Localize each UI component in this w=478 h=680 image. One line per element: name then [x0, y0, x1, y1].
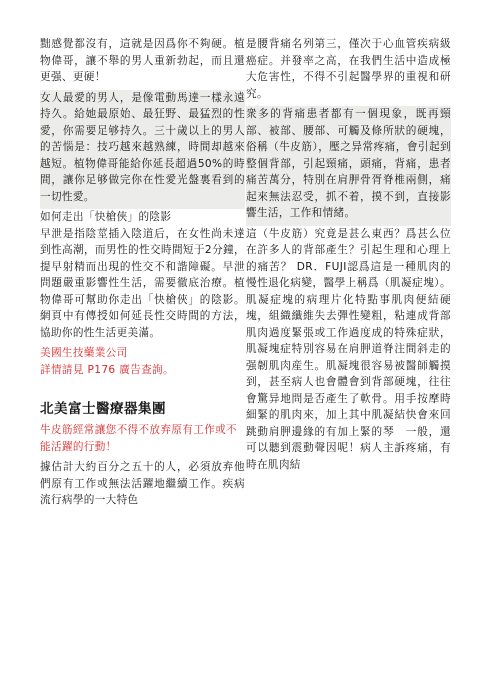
- paragraph-endurance: 女人最愛的男人，是像電動馬達一樣永遠持久。給她最原始、最狂野、最猛烈的性愛，你需要足够持久。三十歲以上的男人的苦惱是：技巧越來越熟練，時間却越來越短。植物偉哥能給你延長超過50%的時間，讓你足够做完你在性愛光盤裏看到的一切性愛。: [40, 90, 245, 210]
- right-column: [246, 36, 451, 477]
- paragraph-back-pain-rank: 是腰背痛名列第三，僅次于心血管疾病級癌症。并發率之高，在我們生活中造成極大危害性，不得不引起醫學界的重視和研究。: [246, 38, 451, 100]
- left-column: [40, 36, 245, 513]
- paragraph-myogelosis: 這（牛皮筋）究竟是甚么東西？爲甚么位在許多人的背部產生？引起生理和心理上的痛苦？ DR．FUJI認爲這是一種肌肉的慢性退化病變，醫學上稱爲（肌凝症塊）。肌凝症塊的病理片化特點事肌肉便結硬塊，組織纖維失去彈性變粗，粘連成背部肌肉過度緊張或工作過度成的特殊症狀，肌凝塊症特別容易在肩胛道脊注間斜走的强韌肌肉産生。肌凝塊很容易被醫師觸摸到，甚至病人也會體會到背部硬塊，往往會驚异地問是否產生了軟骨。用手按摩時細緊的肌肉來，加上其中肌凝結快會來回跳動肩胛邊緣的有加上緊的琴 一般，還可以聽到震動聲因呢！病人主訴疼痛，有時在肌肉結: [246, 227, 451, 471]
- paragraph-symptoms: 衆多的背痛患者都有一個現象，既再頸部、被部、腰部、可觸及條所狀的硬塊，俗稱（牛皮筋），壓之异常疼痛，會引起到整個背部，引起頸痛，頭痛，背痛，患者痛苦萬分，特別在肩胛骨胥脊椎兩側，痛起來無法忍受，抓不着，摸不到，直接影響生活，工作和情緒。: [246, 106, 451, 226]
- paragraph-hardness: 黜感覺都沒有，這就是因爲你不夠硬。植物偉哥，讓不舉的男人重新勃起，而且還更强、更硬！: [40, 38, 245, 83]
- ad-reference: 詳情請見 P176 廣告查詢。: [40, 363, 174, 376]
- red-intro: 牛皮筋經常讓您不得不放弃原有工作或不能活躍的行動！: [40, 424, 237, 453]
- subheading-premature: 如何走出「快槍俠」的陰影: [40, 211, 172, 223]
- section-title: 北美富士醫療器集團: [40, 401, 166, 417]
- paragraph-statistics: 據估計大約百分之五十的人，必須放弃他們原有工作或無法活躍地繼續工作。疾病流行病學的一大特色: [40, 461, 245, 506]
- company-name: 美國生技藥業公司: [40, 347, 128, 359]
- paragraph-premature: 早泄是指陰莖插入陰道后，在女性尚未達到性高潮，而男性的性交時間短于2分鐘，提早射精而出現的性交不和諧障礙。早泄問題嚴重影響性生活，需要徹底治療。植物偉哥可幫助你走出「快槍俠」的陰影。網頁中有傳授如何延長性交時間的方法，協助你的性生活更美滿。: [40, 227, 245, 339]
